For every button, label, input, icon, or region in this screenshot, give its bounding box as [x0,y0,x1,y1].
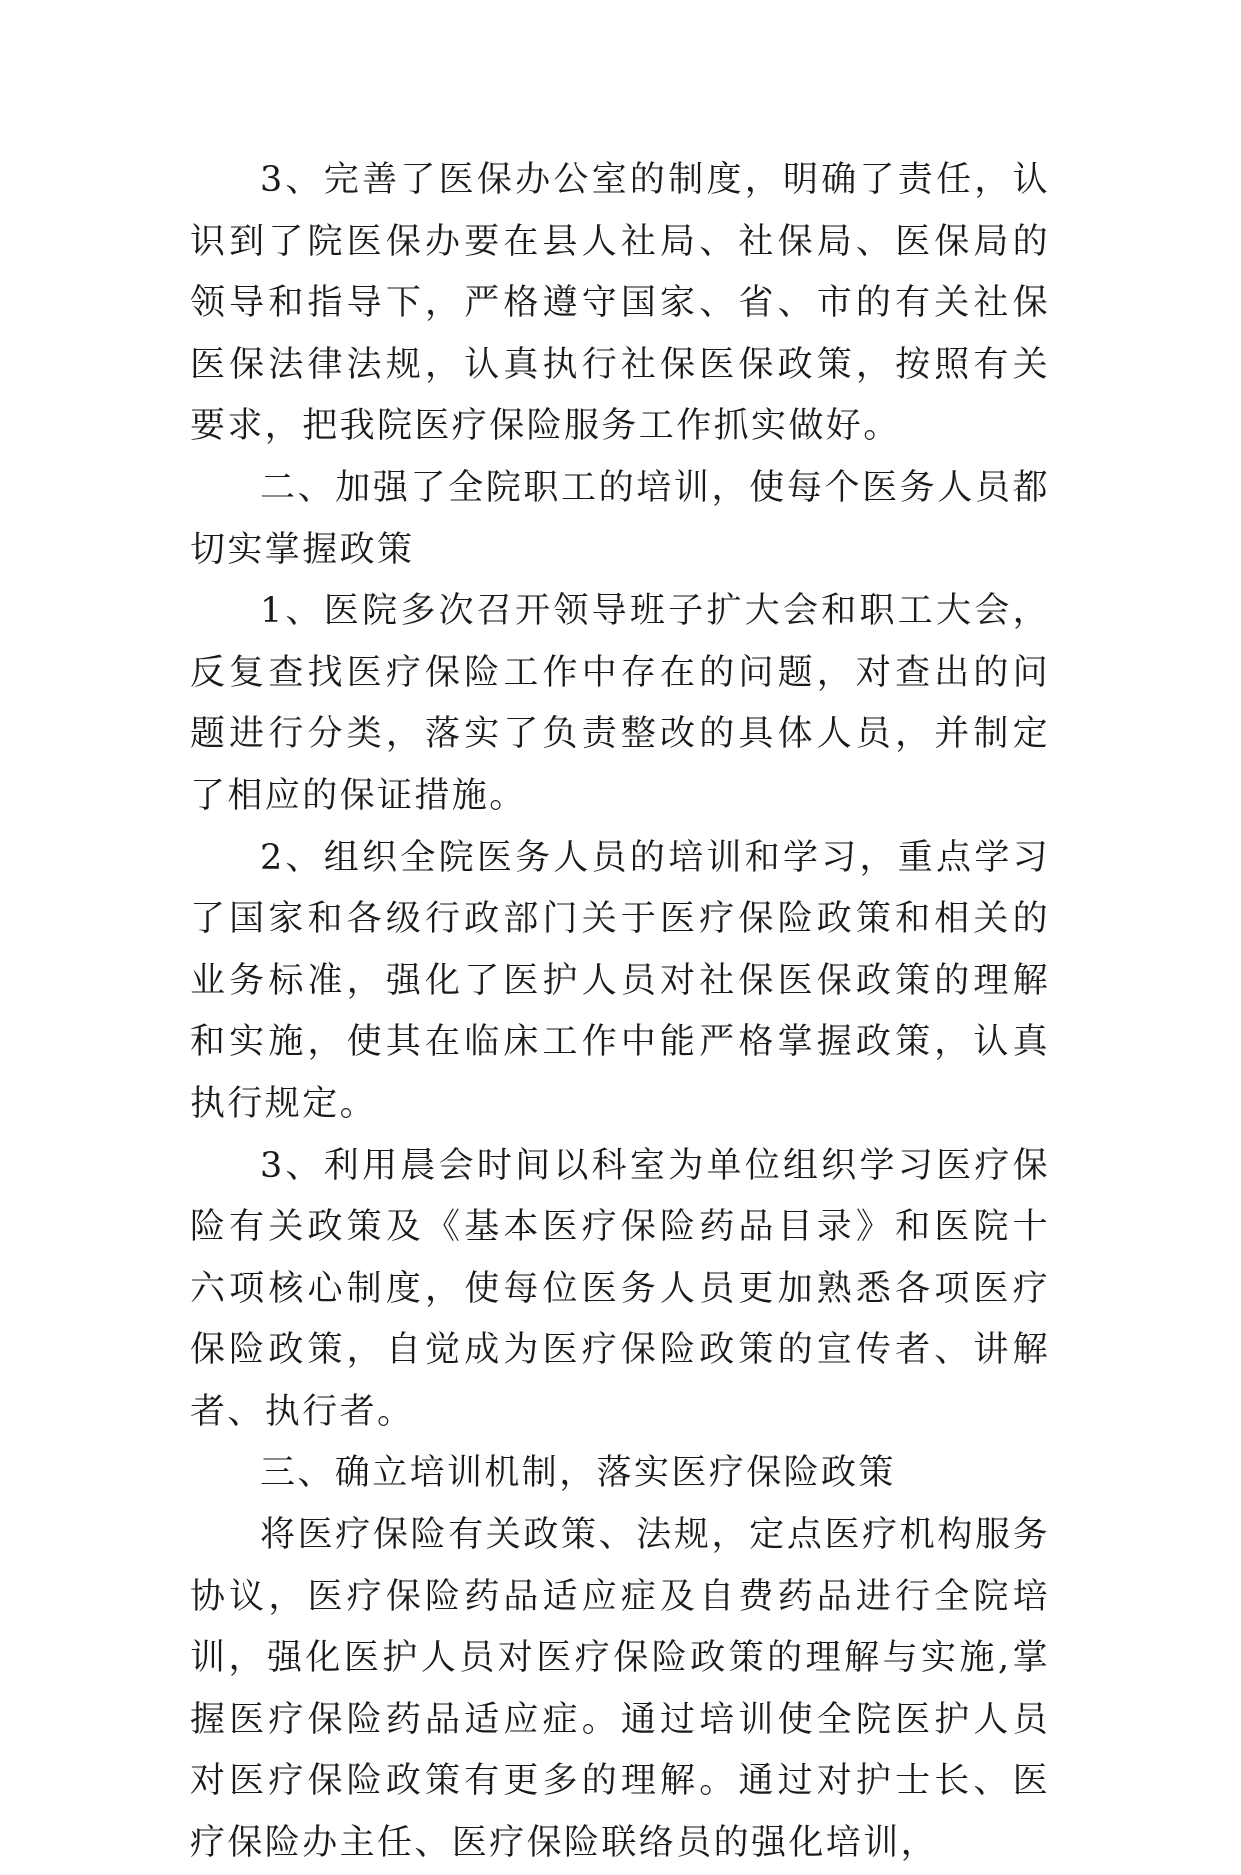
paragraph-2-1: 1、医院多次召开领导班子扩大会和职工大会，反复查找医疗保险工作中存在的问题，对查出的问题进行分类，落实了负责整改的具体人员，并制定了相应的保证措施。 [190,591,1050,816]
section-heading-2: 二、加强了全院职工的培训，使每个医务人员都切实掌握政策 [190,467,1050,570]
section-heading-3: 三、确立培训机制，落实医疗保险政策 [260,1453,896,1494]
paragraph-2-3: 3、利用晨会时间以科室为单位组织学习医疗保险有关政策及《基本医疗保险药品目录》和医院十六项核心制度，使每位医务人员更加熟悉各项医疗保险政策，自觉成为医疗保险政策的宣传者、讲解者、执行者。 [190,1145,1050,1432]
paragraph-3-1: 将医疗保险有关政策、法规，定点医疗机构服务协议，医疗保险药品适应症及自费药品进行全院培训，强化医护人员对医疗保险政策的理解与实施,掌握医疗保险药品适应症。通过培训使全院医护人员对医疗保险政策有更多的理解。通过对护士长、医疗保险办主任、医疗保险联络员的强化培训， [190,1515,1050,1864]
paragraph-2-2: 2、组织全院医务人员的培训和学习，重点学习了国家和各级行政部门关于医疗保险政策和相关的业务标准，强化了医护人员对社保医保政策的理解和实施，使其在临床工作中能严格掌握政策，认真执行规定。 [190,837,1050,1124]
document-body [190,150,1050,1875]
paragraph-1: 3、完善了医保办公室的制度，明确了责任，认识到了院医保办要在县人社局、社保局、医保局的领导和指导下，严格遵守国家、省、市的有关社保医保法律法规，认真执行社保医保政策，按照有关要求，把我院医疗保险服务工作抓实做好。 [190,160,1050,447]
